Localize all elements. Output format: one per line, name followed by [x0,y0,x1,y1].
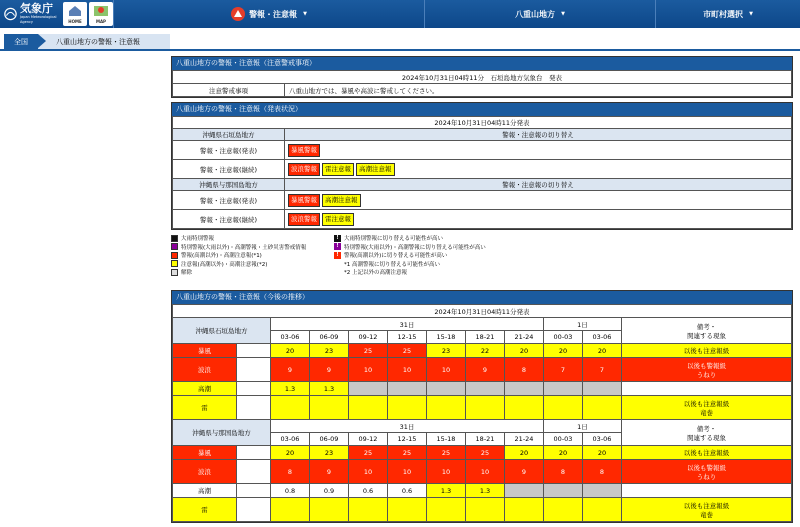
forecast-cell [583,396,622,420]
home-label: HOME [68,19,82,24]
forecast-cell: 20 [271,446,310,460]
forecast-cell: 10 [349,358,388,382]
status-section [171,102,793,230]
forecast-cell [583,484,622,498]
logo-jp-text: 気象庁 [19,2,53,15]
forecast-cell [544,396,583,420]
forecast-cell: 9 [466,358,505,382]
forecast-note-line1: 以後も注意報級 [683,347,730,355]
forecast-cell: 20 [544,344,583,358]
warning-badge[interactable]: 雷注意報 [322,163,354,176]
forecast-cell: 10 [349,460,388,484]
phenomenon-label: 高潮 [173,382,237,396]
forecast-row [173,358,792,382]
forecast-cell: 7 [583,358,622,382]
notice-issued: 2024年10月31日04時11分 石垣島地方気象台 発表 [173,71,792,84]
time-header: 03-06 [271,433,310,446]
map-icon [89,2,113,18]
time-header: 03-06 [583,331,622,344]
forecast-cell [544,484,583,498]
notice-text: 八重山地方では、暴風や高波に警戒してください。 [285,84,792,97]
home-button[interactable] [63,2,87,26]
forecast-note [622,344,792,358]
spacer-cell [237,460,271,484]
status-badges [285,141,792,160]
time-header: 06-09 [310,433,349,446]
notice-section [171,56,793,98]
forecast-cell: 20 [271,344,310,358]
nav-warnings[interactable] [113,0,424,28]
status-section-title: 八重山地方の警報・注意報（発表状況） [172,103,792,116]
legend-item [334,260,486,269]
legend-exclamation-icon [334,260,341,267]
status-region-header: 警報・注意報の切り替え [285,129,792,141]
forecast-region-name: 沖縄県石垣島地方 [173,318,271,344]
phenomenon-label: 雷 [173,498,237,522]
forecast-region-name: 沖縄県与那国島地方 [173,420,271,446]
phenomenon-label: 雷 [173,396,237,420]
forecast-cell: 20 [583,446,622,460]
forecast-note [622,382,792,396]
status-region-name: 沖縄県石垣島地方 [173,129,285,141]
forecast-cell: 1.3 [310,382,349,396]
nav-region-label: 八重山地方 [515,9,556,19]
forecast-cell [544,382,583,396]
forecast-row [173,460,792,484]
legend-text: *1 高潮警報に切り替える可能性が高い [344,261,440,268]
spacer-cell [237,382,271,396]
forecast-cell [310,498,349,522]
legend-text: *2 上記以外の高潮注意報 [344,270,407,277]
status-row [173,210,792,229]
legend-item [334,268,486,277]
forecast-cell: 10 [466,460,505,484]
forecast-cell [466,396,505,420]
time-header: 21-24 [505,331,544,344]
forecast-cell [310,396,349,420]
chevron-down-icon: ▼ [561,11,565,17]
status-issued: 2024年10月31日04時11分発表 [173,117,792,129]
warning-badge[interactable]: 高潮注意報 [322,194,361,207]
time-header: 09-12 [349,331,388,344]
time-header: 21-24 [505,433,544,446]
legend-swatch [171,252,178,259]
forecast-cell [388,396,427,420]
legend-swatch [171,260,178,267]
status-row [173,160,792,179]
forecast-cell: 10 [427,358,466,382]
spacer-cell [237,358,271,382]
forecast-section-title: 八重山地方の警報・注意報（今後の推移） [172,291,792,304]
legend-item [334,251,486,260]
forecast-note-line1: 以後も注意報級 [683,501,730,510]
forecast-cell: 10 [427,460,466,484]
forecast-cell: 20 [505,344,544,358]
map-button[interactable] [89,2,113,26]
breadcrumb-arrow-icon [38,34,46,48]
forecast-cell [544,498,583,522]
forecast-note-line1: 以後も注意報級 [683,449,730,457]
time-header: 15-18 [427,433,466,446]
status-row-label: 警報・注意報(発表) [173,141,285,160]
spacer-cell [237,498,271,522]
forecast-cell [427,498,466,522]
note-header [622,318,792,344]
status-badges [285,210,792,229]
chevron-down-icon: ▼ [303,11,307,17]
time-header: 06-09 [310,331,349,344]
legend-exclamation-icon [334,269,341,276]
spacer-cell [237,396,271,420]
forecast-cell: 0.6 [388,484,427,498]
time-header: 12-15 [388,433,427,446]
warning-badge[interactable]: 波浪警報 [288,163,320,176]
forecast-cell [505,498,544,522]
day-31-header: 31日 [271,420,544,433]
legend-item [334,243,486,252]
warning-icon [231,7,245,21]
forecast-cell: 25 [388,446,427,460]
status-row-label: 警報・注意報(発表) [173,191,285,210]
forecast-cell: 25 [427,446,466,460]
forecast-cell [349,498,388,522]
forecast-cell [583,498,622,522]
forecast-cell: 23 [310,344,349,358]
logo-en-text: Japan Meteorological Agency [19,15,57,24]
time-header: 15-18 [427,331,466,344]
warning-badge[interactable]: 暴風警報 [288,144,320,157]
forecast-note-line1: 以後も警報級 [687,361,726,370]
forecast-cell: 25 [349,344,388,358]
home-icon [63,2,87,18]
forecast-cell: 10 [388,358,427,382]
warning-badge[interactable]: 雷注意報 [322,213,354,226]
forecast-cell: 25 [388,344,427,358]
forecast-cell [505,382,544,396]
forecast-note-line2: うねり [696,472,717,481]
forecast-row [173,382,792,396]
notice-label: 注意警戒事項 [173,84,285,97]
status-row-label: 警報・注意報(継続) [173,160,285,179]
forecast-cell [505,396,544,420]
forecast-cell: 8 [505,358,544,382]
forecast-cell: 8 [544,460,583,484]
top-nav-bar [0,0,800,28]
forecast-row [173,498,792,522]
legend-item [171,260,306,269]
status-table [172,116,792,229]
forecast-cell: 9 [505,460,544,484]
spacer-cell [237,344,271,358]
day-1-header: 1日 [544,420,622,433]
status-row [173,191,792,210]
spacer-cell [237,484,271,498]
warning-badge[interactable]: 波浪警報 [288,213,320,226]
status-region-header: 警報・注意報の切り替え [285,179,792,191]
phenomenon-label: 暴風 [173,344,237,358]
legend-exclamation-icon: ! [334,252,341,259]
forecast-note [622,498,792,522]
legend-swatch [171,269,178,276]
nav-city-select[interactable] [655,0,800,28]
legend-exclamation-icon: ! [334,243,341,250]
forecast-cell [466,498,505,522]
forecast-cell: 0.8 [271,484,310,498]
forecast-cell: 9 [310,460,349,484]
forecast-issued: 2024年10月31日04時11分発表 [173,305,792,318]
forecast-note-line1: 以後も注意報級 [683,399,730,408]
forecast-table [172,304,792,522]
forecast-row [173,446,792,460]
legend-text: 解除 [181,270,193,277]
phenomenon-label: 波浪 [173,358,237,382]
warning-badge[interactable]: 暴風警報 [288,194,320,207]
forecast-row [173,484,792,498]
status-row [173,141,792,160]
legend-left [171,234,306,277]
spacer-cell [237,446,271,460]
legend-item [334,234,486,243]
time-header: 09-12 [349,433,388,446]
legend-text: 大雨特別警報 [181,236,215,243]
forecast-cell: 23 [310,446,349,460]
warning-badge[interactable]: 高潮注意報 [356,163,395,176]
forecast-row [173,344,792,358]
legend-swatch [171,243,178,250]
forecast-cell: 25 [349,446,388,460]
forecast-cell: 7 [544,358,583,382]
forecast-cell: 1.3 [427,484,466,498]
phenomenon-label: 高潮 [173,484,237,498]
forecast-cell: 22 [466,344,505,358]
forecast-row [173,396,792,420]
time-header: 18-21 [466,331,505,344]
forecast-cell: 25 [466,446,505,460]
forecast-cell: 20 [544,446,583,460]
time-header: 18-21 [466,433,505,446]
forecast-note [622,358,792,382]
forecast-note [622,460,792,484]
legend-item [171,251,306,260]
chevron-down-icon: ▼ [749,11,753,17]
breadcrumb-home[interactable]: 全国 [4,34,38,49]
legend-item [171,234,306,243]
forecast-note [622,446,792,460]
note-header [622,420,792,446]
forecast-cell [505,484,544,498]
legend-text: 大雨特別警報に切り替える可能性が高い [344,236,444,243]
time-header: 00-03 [544,433,583,446]
legend-text: 警報(高潮以外)に切り替える可能性が高い [344,253,448,260]
time-header: 00-03 [544,331,583,344]
time-header: 03-06 [583,433,622,446]
status-region-name: 沖縄県与那国島地方 [173,179,285,191]
forecast-section [171,290,793,523]
note-header-line2: 関連する現象 [687,331,726,340]
breadcrumb-current: 八重山地方の警報・注意報 [38,34,170,49]
legend-text: 特別警報(大雨以外)・高潮警報・土砂災害警戒情報 [181,244,307,251]
forecast-cell: 10 [388,460,427,484]
forecast-note-line1: 以後も警報級 [687,463,726,472]
forecast-note-line2: うねり [696,370,717,379]
forecast-cell: 1.3 [466,484,505,498]
legend-text: 警報(高潮以外)・高潮注意報(*1) [181,253,262,260]
forecast-cell [466,382,505,396]
forecast-cell: 20 [505,446,544,460]
forecast-cell [388,498,427,522]
legend-item [171,268,306,277]
map-label: MAP [95,19,106,24]
status-row-label: 警報・注意報(継続) [173,210,285,229]
forecast-cell [583,382,622,396]
forecast-note-line2: 竜巻 [700,510,713,519]
day-31-header: 31日 [271,318,544,331]
forecast-cell: 9 [271,358,310,382]
forecast-cell [427,396,466,420]
forecast-cell: 8 [583,460,622,484]
legend-exclamation-icon: ! [334,235,341,242]
phenomenon-label: 波浪 [173,460,237,484]
forecast-cell [349,396,388,420]
nav-city-label: 市町村選択 [703,9,744,19]
time-header: 03-06 [271,331,310,344]
legend-swatch [171,235,178,242]
nav-region[interactable] [424,0,655,28]
time-header: 12-15 [388,331,427,344]
forecast-cell [388,382,427,396]
forecast-note [622,484,792,498]
legend-item [171,243,306,252]
jma-logo[interactable] [0,0,61,28]
note-header-line1: 備考・ [696,424,717,433]
legend-text: 特別警報(大雨以外)・高潮警報に切り替える可能性が高い [344,244,486,251]
forecast-cell: 23 [427,344,466,358]
jma-logo-icon [4,6,17,22]
phenomenon-label: 暴風 [173,446,237,460]
note-header-line1: 備考・ [696,322,717,331]
forecast-cell: 0.9 [310,484,349,498]
legend [171,234,791,284]
forecast-cell [349,382,388,396]
forecast-cell: 1.3 [271,382,310,396]
note-header-line2: 関連する現象 [687,433,726,442]
forecast-cell [427,382,466,396]
nav-warnings-label: 警報・注意報 [249,9,298,19]
forecast-cell: 0.6 [349,484,388,498]
legend-text: 注意報(高潮以外)・高潮注意報(*2) [181,261,268,268]
day-1-header: 1日 [544,318,622,331]
legend-right [334,234,486,277]
status-badges [285,191,792,210]
status-badges [285,160,792,179]
forecast-cell: 9 [310,358,349,382]
forecast-cell: 20 [583,344,622,358]
forecast-cell [271,396,310,420]
forecast-cell: 8 [271,460,310,484]
forecast-note [622,396,792,420]
forecast-cell [271,498,310,522]
forecast-note-line2: 竜巻 [700,408,713,417]
notice-section-title: 八重山地方の警報・注意報（注意警戒事項） [172,57,792,70]
breadcrumb [0,31,800,51]
